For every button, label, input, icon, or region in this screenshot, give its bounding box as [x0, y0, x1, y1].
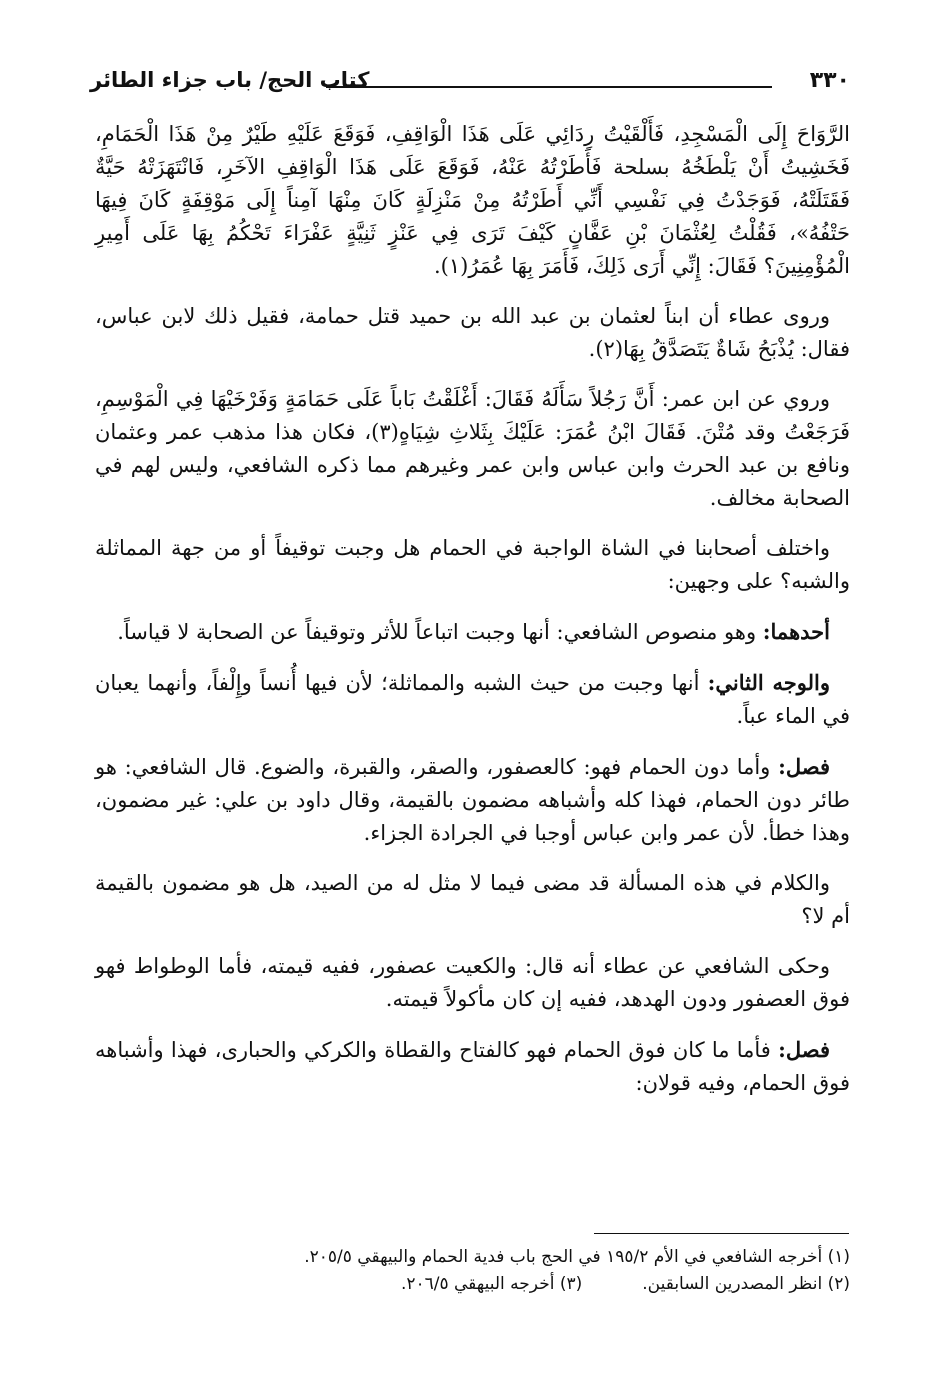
- paragraph-text: وحكى الشافعي عن عطاء أنه قال: والكعيت عصفور، ففيه قيمته، فأما الوطواط فهو فوق العصفور ودون الهدهد، ففيه إن كان مأكولاً قيمته.: [95, 954, 850, 1011]
- paragraph-text: وروى عطاء أن ابناً لعثمان بن عبد الله بن حميد قتل حمامة، فقيل ذلك لابن عباس، فقال: يُذْبَحُ شَاةٌ يَتَصَدَّقُ بِهَا(٢).: [95, 304, 850, 361]
- paragraph-hadith-continuation: [95, 118, 850, 283]
- paragraph-ibn-umar-narration: [95, 383, 850, 515]
- paragraph-section-above-pigeon: [95, 1033, 850, 1100]
- paragraph-disagreement: [95, 532, 850, 598]
- paragraph-text: وأما دون الحمام فهو: كالعصفور، والصقر، والقبرة، والضوع. قال الشافعي: هو طائر دون الحمام، فهذا كله وأشباهه مضمون بالقيمة، وقال داود بن علي: غير مضمون، وهذا خطأ. لأن عمر وابن عباس أوجبا في الجرادة الجزاء.: [95, 755, 850, 845]
- main-text: [95, 118, 850, 1117]
- paragraph-text: الرَّوَاحَ إِلَى الْمَسْجِدِ، فَأَلْقَيْتُ رِدَائِي عَلَى هَذَا الْوَاقِفِ، فَوَقَعَ عَلَيْهِ طَيْرٌ مِنْ هَذَا الْحَمَامِ، فَخَشِيتُ أَنْ يَلْطَخُهُ بسلحة فَأَطَرْتُهُ عَنْهُ، فَوَقَعَ عَلَى هَذَا الْوَاقِفِ الآخَرِ، فَانْتَهَزَتْهُ حَيَّةٌ فَقَتَلَتْهُ، فَوَجَدْتُ فِي نَفْسِي أَنِّي أَطَرْتُهُ مِنْ مَنْزِلَةٍ كَانَ مِنْهَا آمِناً إِلَى مَوْقِفَةٍ كَانَ فِيهَا حَتْفُهُ»، فَقُلْتُ لِعُثْمَانَ بْنِ عَفَّانٍ كَيْفَ تَرَى فِي عَنْزٍ ثَنِيَّةٍ عَفْرَاءَ تَحْكُمُ بِهَا عَلَى أَمِيرِ الْمُؤْمِنِينَ؟ فَقَالَ: إِنِّي أَرَى ذَلِكَ، فَأَمَرَ بِهَا عُمَرُ(١).: [95, 122, 850, 278]
- paragraph-shafii-report: [95, 950, 850, 1016]
- paragraph-text: وهو منصوص الشافعي: أنها وجبت اتباعاً للأثر وتوقيفاً عن الصحابة لا قياساً.: [117, 620, 757, 644]
- paragraph-second-view: [95, 666, 850, 733]
- footnote-separator: [594, 1233, 849, 1234]
- paragraph-text: وروي عن ابن عمر: أَنَّ رَجُلاً سَأَلَهُ فَقَالَ: أَغْلَقْتُ بَاباً عَلَى حَمَامَةٍ وَفَرْخَيْهَا فِي الْمَوْسِمِ، فَرَجَعْتُ وقد مُتْنَ. فَقَالَ ابْنُ عُمَرَ: عَلَيْكَ بِثَلاثِ شِيَاهٍ(٣)، فكان هذا مذهب عمر وعثمان ونافع بن عبد الحرث وابن عباس وابن عمر وغيرهم مما ذكره الشافعي، وليس لهم في الصحابة مخالف.: [95, 387, 850, 510]
- paragraph-section-below-pigeon: [95, 750, 850, 850]
- paragraph-discussion: [95, 867, 850, 933]
- paragraph-ata-narration: [95, 300, 850, 366]
- running-title: كتاب الحج/ باب جزاء الطائر: [90, 68, 370, 92]
- footnote-2: (٢) انظر المصدرين السابقين.: [642, 1274, 850, 1294]
- paragraph-text: فأما ما كان فوق الحمام فهو كالفتاح والقطاة والكركي والحبارى، فهذا وأشباهه فوق الحمام، وفيه قولان:: [95, 1038, 850, 1095]
- footnote-1: (١) أخرجه الشافعي في الأم ١٩٥/٢ في الحج باب فدية الحمام والبيهقي ٢٠٥/٥.: [304, 1247, 850, 1267]
- section-label: فصل:: [778, 1037, 830, 1062]
- footnotes: [95, 1244, 850, 1298]
- footnote-3: (٣) أخرجه البيهقي ٢٠٦/٥.: [400, 1274, 583, 1294]
- paragraph-label: والوجه الثاني:: [707, 670, 831, 695]
- paragraph-first-view: [95, 615, 850, 649]
- paragraph-label: أحدهما:: [762, 619, 830, 644]
- footnote-row: [95, 1271, 850, 1298]
- page-header: [90, 64, 850, 104]
- page-number: ٣٣٠: [809, 68, 850, 93]
- paragraph-text: واختلف أصحابنا في الشاة الواجبة في الحمام هل وجبت توقيفاً أو من جهة المماثلة والشبه؟ على وجهين:: [95, 536, 850, 593]
- paragraph-text: أنها وجبت من حيث الشبه والمماثلة؛ لأن فيها أُنساً وإِلْفاً، وأنهما يعبان في الماء عباً.: [95, 671, 850, 728]
- header-rule: [326, 86, 772, 88]
- paragraph-text: والكلام في هذه المسألة قد مضى فيما لا مثل له من الصيد، هل هو مضمون بالقيمة أم لا؟: [95, 871, 850, 928]
- section-label: فصل:: [778, 754, 830, 779]
